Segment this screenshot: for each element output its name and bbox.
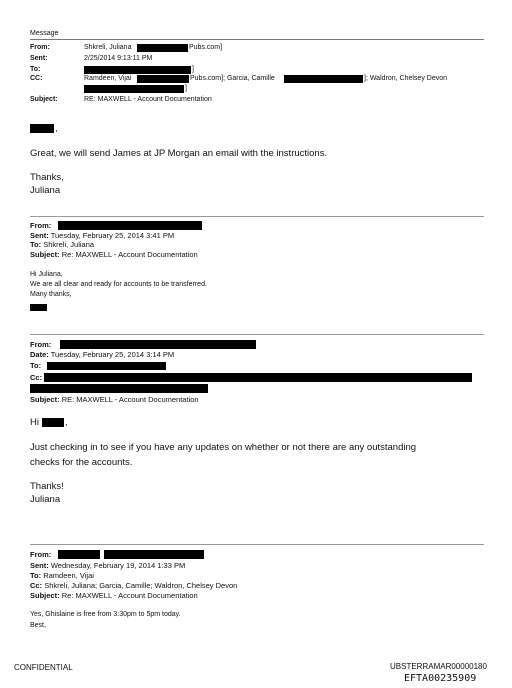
efta-number: EFTA00235909 [404,673,477,684]
email2-to-label: To: [30,240,42,249]
confidential-label: CONFIDENTIAL [14,663,73,672]
redaction [47,362,166,370]
header-divider [30,39,484,40]
body1-thanks: Thanks, [30,172,64,183]
email3-cc-label: Cc: [30,373,43,382]
salutation-comma: , [55,123,58,134]
email4-subject-value: Re: MAXWELL - Account Documentation [61,591,198,600]
redaction [84,66,191,74]
email4-closing: Best, [30,622,46,629]
email4-from-label: From: [30,550,52,559]
redaction [84,85,184,93]
redaction [30,304,47,311]
divider [30,216,484,217]
email2-line1: We are all clear and ready for accounts to be transferred. [30,281,207,288]
cc-label: CC: [30,75,43,82]
email4-to-value: Ramdeen, Vijai [43,571,94,580]
redaction [137,75,189,83]
email4-sent-label: Sent: [30,561,49,570]
redaction [60,340,256,349]
email3-line2: checks for the accounts. [30,457,133,468]
sent-label: Sent: [30,55,48,62]
redaction [30,124,54,133]
divider [30,334,484,335]
email3-comma: , [65,417,68,428]
email2-to-value: Shkreli, Juliana [43,240,95,249]
redaction [104,550,204,559]
bates-number: UBSTERRAMAR00000180 [390,662,487,671]
redaction [30,384,208,393]
divider [30,544,484,545]
email3-date-value: Tuesday, February 25, 2014 3:14 PM [50,350,175,359]
email2-from-label: From: [30,221,52,230]
redaction [44,373,472,382]
to-label: To: [30,66,41,73]
email2-sent-value: Tuesday, February 25, 2014 3:41 PM [50,231,175,240]
email2-closing: Many thanks, [30,291,72,298]
email4-to-label: To: [30,571,42,580]
cc-value-3: ]; Waldron, Chelsey Devon [364,75,447,82]
redaction [42,418,64,427]
email3-hi: Hi [30,417,39,428]
email3-subject-value: RE: MAXWELL - Account Documentation [61,395,199,404]
redaction [284,75,363,83]
email2-subject-value: Re: MAXWELL - Account Documentation [61,250,198,259]
body1-name: Juliana [30,185,61,196]
email3-line1: Just checking in to see if you have any updates on whether or not there are any outstanding [30,442,417,453]
sent-value: 2/25/2014 9:13:11 PM [84,55,153,62]
body1-line1: Great, we will send James at JP Morgan an email with the instructions. [30,148,328,159]
email3-subject-label: Subject: [30,395,60,404]
email2-sent-label: Sent: [30,231,49,240]
cc-value-4: ] [185,85,187,92]
email3-from-label: From: [30,340,52,349]
email4-subject-label: Subject: [30,591,60,600]
email2-greeting: Hi Juliana, [30,271,63,278]
message-label: Message [30,30,59,37]
cc-value-2: Pubs.com]; Garcia, Camille [190,75,275,82]
subject-value: RE: MAXWELL - Account Documentation [84,96,212,103]
from-label: From: [30,44,50,51]
email4-sent-value: Wednesday, February 19, 2014 1:33 PM [50,561,186,570]
from-tail: Pubs.com] [189,44,223,51]
email4-line1: Yes, Ghislaine is free from 3:30pm to 5pm today. [30,611,181,618]
email3-to-label: To: [30,361,42,370]
redaction [137,44,188,52]
to-tail: ] [192,66,194,73]
email4-cc-label: Cc: [30,581,43,590]
cc-value-1: Ramdeen, Vijai [84,75,132,82]
redaction [58,221,202,230]
from-value: Shkreli, Juliana [84,44,132,51]
subject-label: Subject: [30,96,58,103]
email3-date-label: Date: [30,350,49,359]
email3-thanks: Thanks! [30,481,64,492]
email3-name: Juliana [30,494,61,505]
email4-cc-value: Shkreli, Juliana; Garcia, Camille; Waldron, Chelsey Devon [44,581,238,590]
redaction [58,550,100,559]
email2-subject-label: Subject: [30,250,60,259]
